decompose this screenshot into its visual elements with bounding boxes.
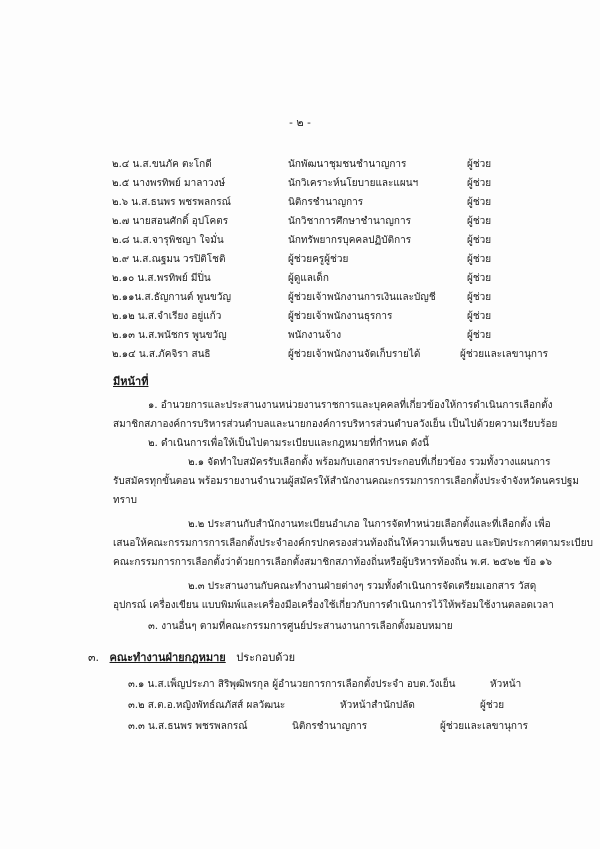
member-position: ผู้ช่วยเจ้าพนักงานจัดเก็บรายได้ — [288, 349, 421, 360]
duty-text: ๑. อำนวยการและประสานงานหน่วยงานราชการและบุคคลที่เกี่ยวข้องให้การดำเนินการเลือกตั้ง — [148, 400, 553, 411]
member-name: ๒.๑๐ น.ส.พรทิพย์ มีปิ่น — [112, 273, 211, 284]
member-position: ผู้ช่วยครูผู้ช่วย — [288, 254, 349, 265]
member-role: ผู้ช่วย — [467, 197, 492, 208]
member-name: ๒.๑๔ น.ส.ภัคจิรา สนธิ — [112, 349, 211, 360]
member-name: ๒.๙ น.ส.ณฐมน วรปิติโชติ — [112, 254, 226, 265]
member-role: ผู้ช่วย — [467, 330, 492, 341]
member-row — [0, 289, 600, 307]
member-name: ๒.๘ น.ส.จารุพิชญา ใจมั่น — [112, 235, 224, 246]
member-position: นิติกรชำนาญการ — [292, 721, 368, 732]
section3-member — [128, 676, 456, 694]
member-name: ๓.๓ น.ส.ธนพร พชรพลกรณ์ — [128, 721, 248, 732]
member-role: ผู้ช่วย — [480, 700, 505, 711]
member-row — [0, 175, 600, 193]
member-role: ผู้ช่วยและเลขานุการ — [460, 349, 548, 360]
section-number: ๓. — [88, 651, 100, 664]
member-row — [0, 270, 600, 288]
member-name: ๒.๑๒ น.ส.จำเรียง อยู่แก้ว — [112, 311, 222, 322]
duty-text: คณะกรรมการการเลือกตั้งว่าด้วยการเลือกตั้งสมาชิกสภาท้องถิ่นหรือผู้บริหารท้องถิ่น พ.ศ. ๒๕๖๒ ข้อ ๑๖ — [113, 557, 552, 568]
member-row — [0, 308, 600, 326]
member-role: ผู้ช่วย — [467, 216, 492, 227]
member-name: ๒.๔ น.ส.ขนภัค ตะโกดี — [112, 159, 212, 170]
section-title — [88, 648, 295, 666]
duty-text: ๓. งานอื่นๆ ตามที่คณะกรรมการศูนย์ประสานงานการเลือกตั้งมอบหมาย — [148, 621, 453, 632]
member-role: ผู้ช่วย — [467, 159, 492, 170]
member-role: หัวหน้า — [490, 679, 522, 690]
member-name: ๒.๑๓ น.ส.พนัชกร พูนขวัญ — [112, 330, 227, 341]
member-role: ผู้ช่วย — [467, 254, 492, 265]
member-position: หัวหน้าสำนักปลัด — [340, 700, 415, 711]
member-position: นักพัฒนาชุมชนชำนาญการ — [288, 159, 407, 170]
member-name: ๓.๑ น.ส.เพ็ญประภา สิริพุฒิพรกุล ผู้อำนวยการการเลือกตั้งประจำ อบต.วังเย็น — [128, 679, 456, 690]
member-row — [0, 156, 600, 174]
member-row — [0, 327, 600, 345]
duty-text: ๒.๑ จัดทำใบสมัครรับเลือกตั้ง พร้อมกับเอกสารประกอบที่เกี่ยวข้อง รวมทั้งวางแผนการ — [188, 457, 551, 468]
member-name: ๒.๑๑น.ส.ธัญกานต์ พูนขวัญ — [112, 292, 231, 303]
duty-text: สมาชิกสภาองค์การบริหารส่วนตำบลและนายกองค์การบริหารส่วนตำบลวังเย็น เป็นไปด้วยความเรียบร้อย — [113, 419, 558, 430]
duty-text: อุปกรณ์ เครื่องเขียน แบบพิมพ์และเครื่องมือเครื่องใช้เกี่ยวกับการดำเนินการไว้ให้พร้อมใช้งานตลอดเวลา — [113, 600, 554, 611]
member-name: ๓.๒ ส.ต.อ.หญิงพัทธ์ณภัสส์ ผลวัฒนะ — [128, 700, 286, 711]
member-name: ๒.๕ นางพรทิพย์ มาลาวงษ์ — [112, 178, 226, 189]
member-row — [0, 213, 600, 231]
member-position: พนักงานจ้าง — [288, 330, 342, 341]
member-position: ผู้ช่วยเจ้าพนักงานการเงินและบัญชี — [288, 292, 436, 303]
member-role: ผู้ช่วย — [467, 273, 492, 284]
duties-heading: มีหน้าที่ — [113, 375, 149, 388]
member-role: ผู้ช่วยและเลขานุการ — [440, 721, 528, 732]
member-role: ผู้ช่วย — [467, 311, 492, 322]
duty-text: ทราบ — [113, 495, 137, 506]
member-name: ๒.๖ น.ส.ธนพร พชรพลกรณ์ — [112, 197, 231, 208]
duty-text: ๒.๒ ประสานกับสำนักงานทะเบียนอำเภอ ในการจัดทำหน่วยเลือกตั้งและที่เลือกตั้ง เพื่อ — [188, 519, 551, 530]
duty-text: ๒.๓ ประสานงานกับคณะทำงานฝ่ายต่างๆ รวมทั้งดำเนินการจัดเตรียมเอกสาร วัสดุ — [188, 581, 537, 592]
page-number: - ๒ - — [289, 116, 311, 129]
duty-text: ๒. ดำเนินการเพื่อให้เป็นไปตามระเบียบและกฎหมายที่กำหนด ดังนี้ — [148, 438, 430, 449]
member-name: ๒.๗ นายสอนศักดิ์ อุปโคตร — [112, 216, 229, 227]
section-title-text: คณะทำงานฝ่ายกฎหมาย — [109, 651, 226, 664]
member-position: นักวิชาการศึกษาชำนาญการ — [288, 216, 411, 227]
member-row — [0, 194, 600, 212]
member-position: ผู้ดูแลเด็ก — [288, 273, 329, 284]
member-row — [0, 251, 600, 269]
member-position: ผู้ช่วยเจ้าพนักงานธุรการ — [288, 311, 393, 322]
member-role: ผู้ช่วย — [467, 235, 492, 246]
member-position: นักวิเคราะห์นโยบายและแผนฯ — [288, 178, 419, 189]
member-row — [0, 346, 600, 364]
duty-text: รับสมัครทุกขั้นตอน พร้อมรายงานจำนวนผู้สมัครให้สำนักงานคณะกรรมการการเลือกตั้งประจำจังหวัดนครปฐม — [113, 476, 579, 487]
member-role: ผู้ช่วย — [467, 178, 492, 189]
section-suffix: ประกอบด้วย — [236, 651, 296, 664]
member-role: ผู้ช่วย — [467, 292, 492, 303]
duty-text: เสนอให้คณะกรรมการการเลือกตั้งประจำองค์กรปกครองส่วนท้องถิ่นให้ความเห็นชอบ และปิดประกาศตามระเบียบ — [113, 538, 593, 549]
member-position: นักทรัพยากรบุคคลปฏิบัติการ — [288, 235, 412, 246]
member-row — [0, 232, 600, 250]
member-position: นิติกรชำนาญการ — [288, 197, 364, 208]
